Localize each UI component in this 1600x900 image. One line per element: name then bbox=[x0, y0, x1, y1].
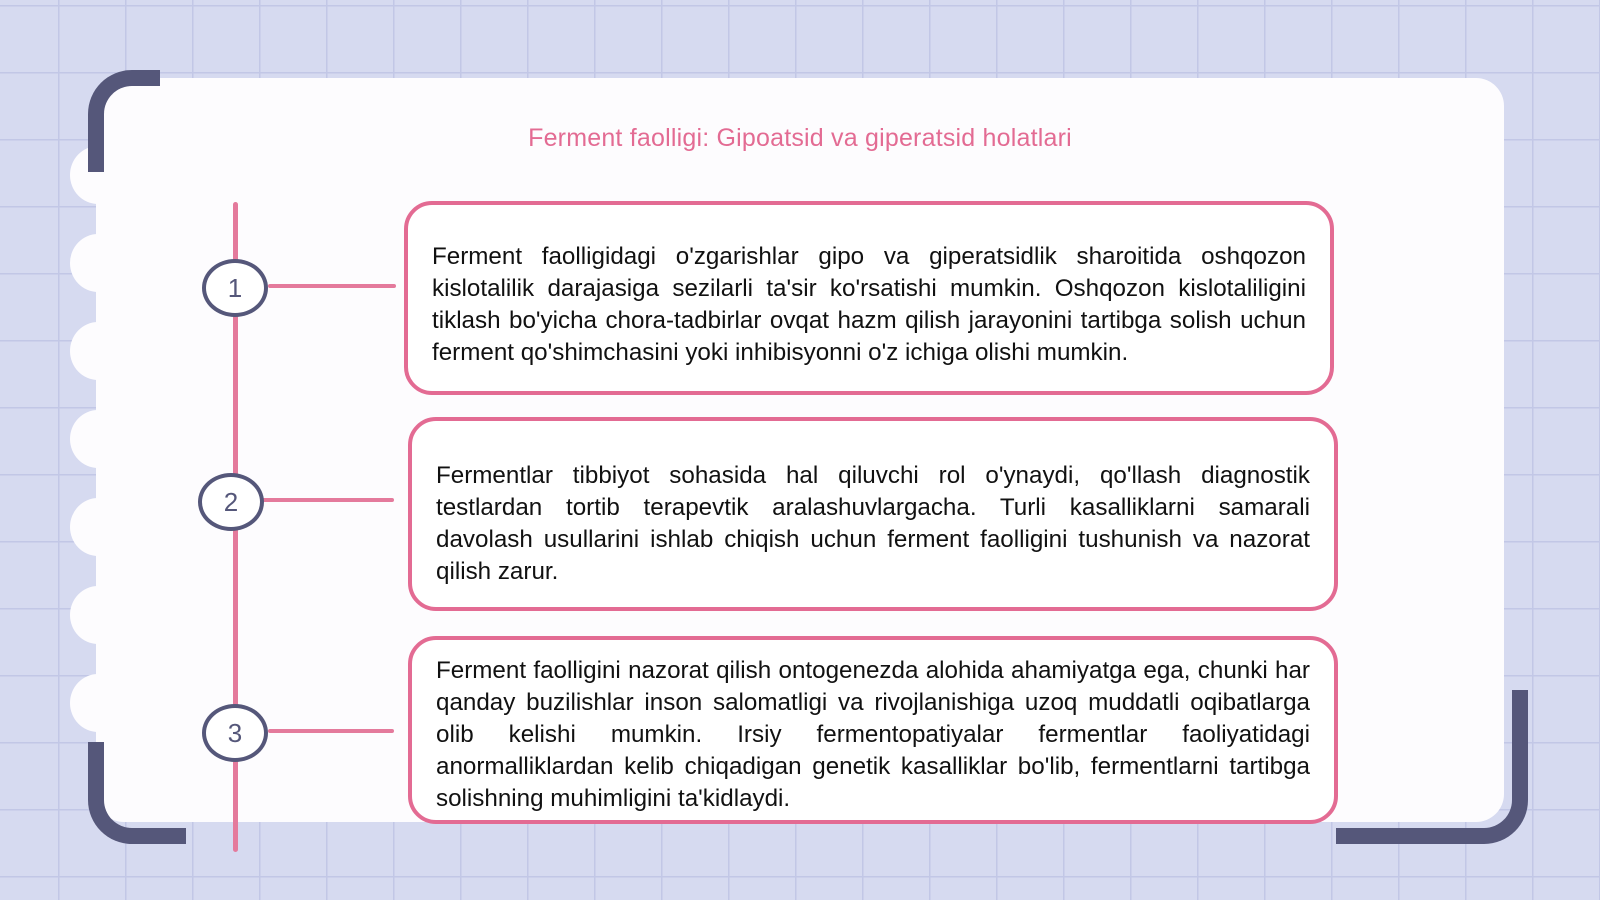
paper-scallop bbox=[70, 674, 126, 732]
paper-scallop bbox=[70, 410, 126, 468]
step-card-text: Ferment faolligini nazorat qilish ontogenezda alohida ahamiyatga ega, chunki har qanday buzilishlar inson salomatligi va rivojlanishiga uzoq muddatli oqibatlarga olib kelishi mumkin. Irsiy fermentopatiyalar fermentlar faoliyatidagi anormalliklardan kelib chiqadigan genetik kasalliklar bo'lib, fermentlarni tartibga solishning muhimligini ta'kidlaydi. bbox=[436, 657, 1310, 812]
step-card-text: Ferment faolligidagi o'zgarishlar gipo va giperatsidlik sharoitida oshqozon kislotalilik darajasiga sezilarli ta'sir ko'rsatishi mumkin. Oshqozon kislotaliligini tiklash bo'yicha chora-tadbirlar ovqat hazm qilish jarayonini tartibga solish uchun ferment qo'shimchasini yoki inhibisyonni o'z ichiga olishi mumkin. bbox=[432, 243, 1306, 366]
corner-bracket-top-left bbox=[88, 70, 160, 172]
step-card-text: Fermentlar tibbiyot sohasida hal qiluvchi rol o'ynaydi, qo'llash diagnostik testlardan tortib terapevtik aralashuvlargacha. Turli kasalliklarni samarali davolash usullarini ishlab chiqish uchun ferment faolligini tushunish va nazorat qilish zarur. bbox=[436, 462, 1310, 585]
paper-scallop bbox=[70, 586, 126, 644]
connector-line bbox=[268, 284, 396, 288]
connector-line bbox=[268, 729, 394, 733]
connector-line bbox=[262, 498, 394, 502]
paper-scallop bbox=[70, 322, 126, 380]
paper-scallop bbox=[70, 234, 126, 292]
step-number-3: 3 bbox=[202, 704, 268, 762]
step-number-2: 2 bbox=[198, 473, 264, 531]
step-card-2 bbox=[408, 417, 1338, 611]
step-card-3 bbox=[408, 636, 1338, 824]
slide-title: Ferment faolligi: Gipoatsid va giperatsid holatlari bbox=[528, 124, 1072, 152]
corner-bracket-bottom-left bbox=[88, 742, 186, 844]
corner-bracket-bottom-right bbox=[1336, 690, 1528, 844]
step-card-1 bbox=[404, 201, 1334, 395]
step-number-1: 1 bbox=[202, 259, 268, 317]
paper-scallop bbox=[70, 498, 126, 556]
